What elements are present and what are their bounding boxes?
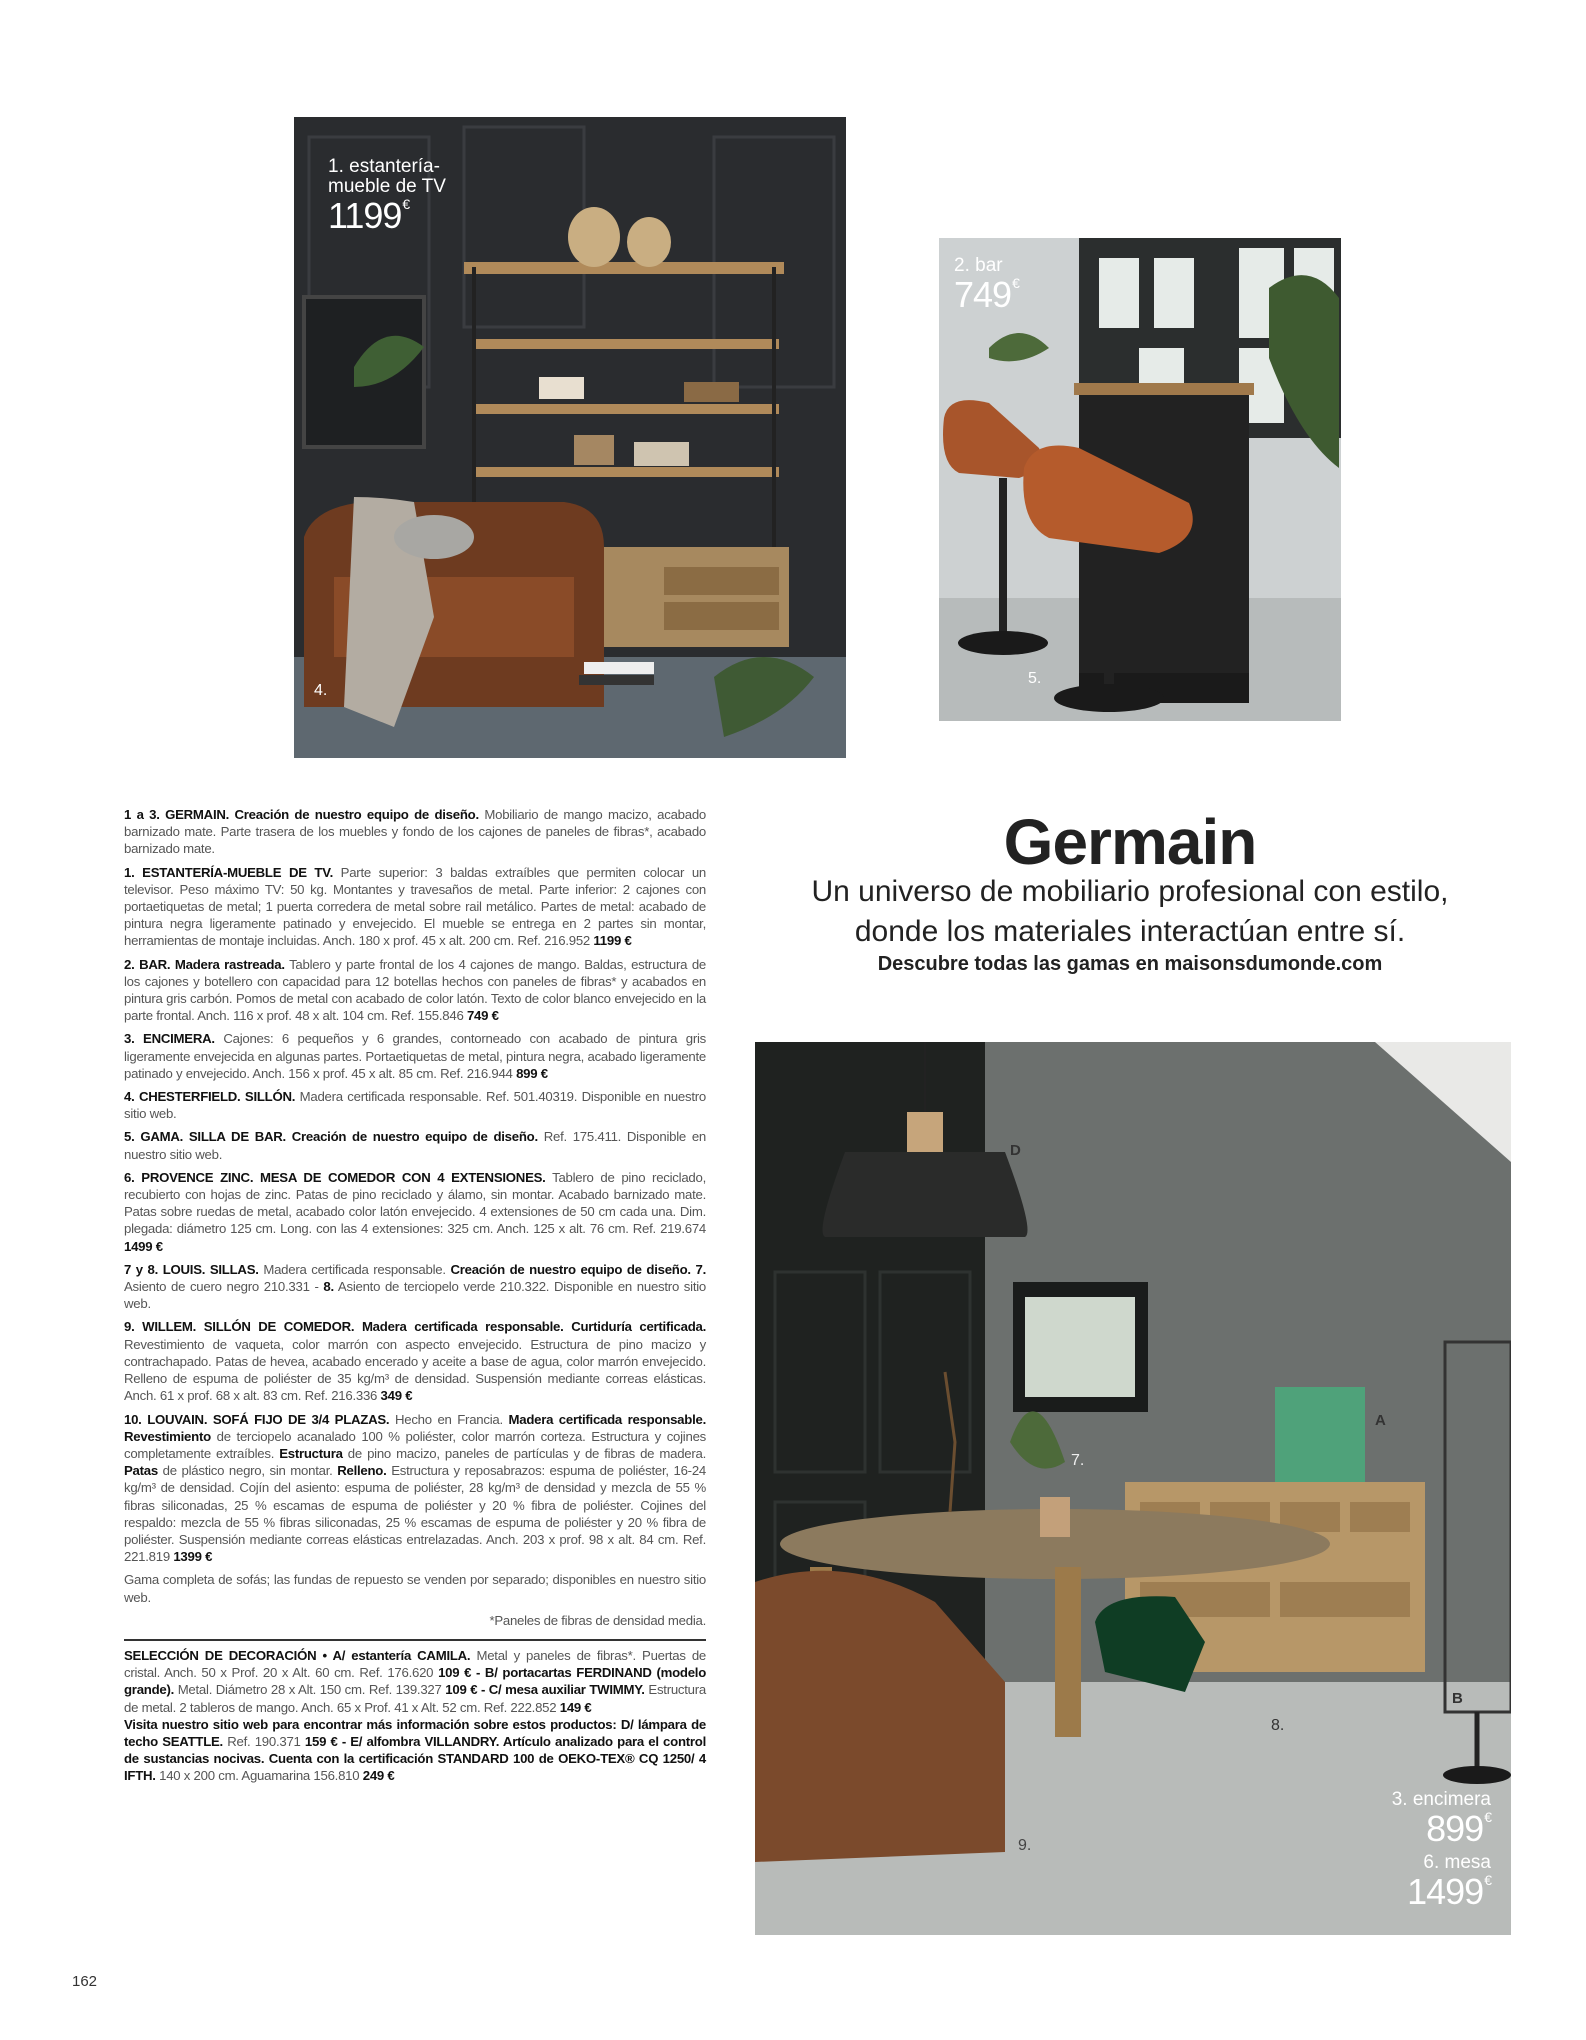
photo3-currency-1: € — [1484, 1808, 1491, 1825]
decoration-text-4: Ref. 190.371 — [222, 1733, 305, 1749]
paragraph-sofa-range: Gama completa de sofás; las fundas de repuesto se venden por separado; disponibles en nuestro sitio web. — [124, 1572, 706, 1605]
photo3-caption-name-2: 6. mesa — [1423, 1852, 1491, 1873]
page-number: 162 — [72, 1973, 98, 1990]
item-7-heading: 7 y 8. LOUIS. SILLAS. — [124, 1261, 259, 1277]
paragraph-item-10 — [124, 1411, 706, 1566]
photo3-price1-value: 899 — [1426, 1807, 1484, 1849]
decoration-label-a: A — [1375, 1412, 1386, 1429]
photo3-price2-value: 1499 — [1407, 1870, 1484, 1912]
photo3-item-number-8: 8. — [1271, 1717, 1285, 1734]
decoration-text-1: Metal y paneles de fibras*. Puertas de cristal. Anch. 50 x Prof. 20 x Alt. 60 cm. Ref. 176.620 — [124, 1647, 707, 1681]
item-4-text: Madera certificada responsable. Ref. 501.40319. Disponible en nuestro sitio web. — [124, 1089, 706, 1122]
item-7-text-a: Madera certificada responsable. — [258, 1261, 451, 1277]
hero-title: Germain — [1003, 806, 1257, 878]
item-10-text-c: de pino macizo, paneles de partículas y de fibras de madera. — [342, 1445, 706, 1461]
decoration-price-3: 149 € — [559, 1699, 592, 1715]
photo3-caption-table — [1407, 1853, 1491, 1911]
item-10-text-e: Estructura y reposabrazos: espuma de poliéster, 16-24 kg/m³ de densidad. Cojín del asiento: espuma de poliéster, 28 kg/m³ de densidad y mezcla de 55 % fibras siliconadas, 25 % escamas de espuma de poliéster y 20 % fibra de poliéster. Cojines del respaldo: mezcla de 55 % fibras siliconadas, 25 % escamas de espuma de poliéster y 20 % fibra de poliéster. Suspensión mediante correas elásticas entrelazadas. Anch. 203 x prof. 98 x alt. 84 cm. Ref. 221.819 — [124, 1463, 706, 1565]
decoration-price-2: 109 € - C/ mesa auxiliar TWIMMY. — [445, 1682, 645, 1698]
paragraph-germain — [124, 806, 706, 858]
decoration-text-3: Estructura de metal. 2 tableros de mango. Anch. 65 x Prof. 41 x Alt. 52 cm. Ref. 222.852 — [124, 1682, 706, 1715]
photo1-caption — [328, 157, 498, 235]
photo-tv-shelving-living-room — [294, 117, 846, 758]
product-description-column — [124, 806, 706, 1791]
item-10-text-a: Hecho en Francia. — [389, 1411, 509, 1427]
item-1-text: Parte superior: 3 baldas extraíbles que permiten colocar un televisor. Peso máximo TV: 50 kg. Montantes y travesaños de metal. Parte inferior: 2 cajones con portaetiquetas de metal; 1 puerta corredera de metal sobre rail metálico. Partes de metal: acabado de pintura negra ligeramente patinado y envejecido. El mueble se entrega en 2 partes sin montar, herramientas de montaje incluidas. Anch. 180 x prof. 45 x alt. 200 cm. Ref. 216.952 — [124, 864, 706, 949]
photo2-item-number: 5. — [1028, 670, 1042, 687]
paragraph-item-1 — [124, 864, 706, 950]
photo2-currency: € — [1012, 274, 1019, 291]
item-7-heading-2: Creación de nuestro equipo de diseño. 7. — [450, 1261, 706, 1277]
item-3-text: Cajones: 6 pequeños y 6 grandes, contorneado con acabado de pintura gris ligeramente envejecida en algunas partes. Portaetiquetas de metal, pintura negra, acabado ligeramente patinado y envejecido. Anch. 156 x prof. 45 x alt. 85 cm. Ref. 216.944 — [124, 1031, 706, 1081]
decoration-price-5: 249 € — [362, 1768, 395, 1784]
germain-text: Mobiliario de mango macizo, acabado barnizado mate. Parte trasera de los muebles y fondo de los cajones de paneles de fibras*, acabado barnizado mate. — [124, 807, 706, 857]
photo2-caption-price — [954, 273, 1019, 315]
photo3-caption-price-2 — [1407, 1870, 1491, 1912]
item-10-heading: 10. LOUVAIN. SOFÁ FIJO DE 3/4 PLAZAS. — [124, 1411, 390, 1427]
photo1-caption-name: 1. estantería-mueble de TV — [328, 156, 446, 197]
photo2-price-value: 749 — [954, 273, 1012, 315]
paragraph-item-7-8 — [124, 1261, 706, 1313]
photo1-price-value: 1199 — [328, 194, 402, 236]
decoration-label-b: B — [1452, 1690, 1463, 1707]
photo2-caption — [954, 256, 1019, 314]
photo3-item-number-9: 9. — [1018, 1837, 1032, 1854]
item-6-heading: 6. PROVENCE ZINC. MESA DE COMEDOR CON 4 EXTENSIONES. — [124, 1169, 546, 1185]
item-8-heading: 8. — [323, 1279, 334, 1295]
paragraph-item-4 — [124, 1088, 706, 1122]
photo1-caption-price — [328, 194, 498, 236]
decoration-heading: SELECCIÓN DE DECORACIÓN • A/ estantería CAMILA. — [124, 1647, 471, 1663]
item-7-text-b: Asiento de cuero negro 210.331 - — [124, 1279, 324, 1295]
item-9-text: Revestimiento de vaqueta, color marrón con aspecto envejecido. Estructura de pino macizo y contrachapado. Patas de hevea, acabado encerado y aceite a base de agua, color marrón envejecido. Relleno de espuma de poliéster de 35 kg/m³ de densidad. Suspensión mediante correas elásticas. Anch. 61 x prof. 68 x alt. 83 cm. Ref. 216.336 — [124, 1336, 706, 1404]
decoration-price-1: 109 € - B/ portacartas FERDINAND (modelo grande). — [124, 1665, 706, 1698]
item-6-price: 1499 € — [124, 1238, 163, 1254]
item-2-text: Tablero y parte frontal de los 4 cajones de mango. Baldas, estructura de los cajones y botellero con capacidad para 12 botellas hechos con paneles de fibras* y acabados en pintura gris carbón. Pomos de metal con acabado de color latón. Texto de color blanco envejecido en la parte frontal. Anch. 116 x prof. 48 x alt. 104 cm. Ref. 155.846 — [124, 956, 706, 1024]
paragraph-item-2 — [124, 956, 706, 1025]
item-2-heading: 2. BAR. Madera rastreada. — [124, 956, 285, 972]
item-9-heading: 9. WILLEM. SILLÓN DE COMEDOR. Madera certificada responsable. Curtiduría certificada. — [124, 1319, 706, 1335]
photo1-item-number: 4. — [314, 682, 328, 699]
paragraph-decoration — [124, 1647, 706, 1785]
section-divider — [124, 1639, 706, 1641]
decoration-price-4: 159 € - E/ alfombra VILLANDRY. Artículo analizado para el control de sustancias nocivas. Cuenta con la certificación STANDARD 100 de OEKO-TEX® CQ 1250/ 4 IFTH. — [124, 1733, 706, 1784]
item-10-heading-4: Patas — [124, 1463, 158, 1479]
item-5-heading: 5. GAMA. SILLA DE BAR. Creación de nuestro equipo de diseño. — [124, 1129, 538, 1145]
item-5-text: Ref. 175.411. Disponible en nuestro sitio web. — [124, 1129, 706, 1162]
hero-website-link[interactable]: Descubre todas las gamas en maisonsdumonde.com — [877, 953, 1383, 975]
item-10-heading-3: Estructura — [279, 1445, 343, 1461]
hero-subtitle-line2: donde los materiales interactúan entre sí. — [854, 915, 1406, 948]
paragraph-item-3 — [124, 1030, 706, 1082]
item-4-heading: 4. CHESTERFIELD. SILLÓN. — [124, 1089, 296, 1105]
photo3-currency-2: € — [1484, 1871, 1491, 1888]
photo-dining-room — [755, 1042, 1511, 1935]
photo3-caption-price-1 — [1392, 1807, 1491, 1849]
item-6-text: Tablero de pino reciclado, recubierto con hojas de zinc. Patas de pino reciclado y álamo, sin montar. Acabado barnizado mate. Patas sobre ruedas de metal, acabado color latón envejecido. 4 extensiones de 50 cm cada una. Dim. plegada: diámetro 125 cm. Long. con las 4 extensiones: 325 cm. Anch. 125 x alt. 76 cm. Ref. 219.674 — [124, 1169, 706, 1237]
item-10-price: 1399 € — [173, 1549, 213, 1565]
item-10-text-d: de plástico negro, sin montar. — [157, 1463, 338, 1479]
item-1-heading: 1. ESTANTERÍA-MUEBLE DE TV. — [124, 864, 333, 880]
paragraph-item-6 — [124, 1169, 706, 1255]
hero-subtitle-line1: Un universo de mobiliario profesional con estilo, — [811, 875, 1449, 908]
footnote: *Paneles de fibras de densidad media. — [489, 1612, 706, 1628]
photo3-caption-counter — [1392, 1790, 1491, 1848]
photo-bar — [939, 238, 1341, 721]
item-2-price: 749 € — [466, 1008, 499, 1024]
decoration-label-d: D — [1010, 1142, 1021, 1159]
paragraph-item-9 — [124, 1318, 706, 1404]
item-9-price: 349 € — [380, 1388, 413, 1404]
photo2-caption-name: 2. bar — [954, 255, 1003, 276]
photo1-currency: € — [402, 195, 410, 212]
item-1-price: 1199 € — [593, 933, 632, 949]
decoration-text-2: Metal. Diámetro 28 x Alt. 150 cm. Ref. 139.327 — [174, 1682, 446, 1698]
hero-subtitle — [760, 872, 1500, 952]
item-3-heading: 3. ENCIMERA. — [124, 1031, 215, 1047]
item-3-price: 899 € — [516, 1065, 548, 1081]
item-8-text: Asiento de terciopelo verde 210.322. Disponible en nuestro sitio web. — [124, 1279, 707, 1312]
paragraph-item-5 — [124, 1128, 706, 1162]
photo3-item-number-7: 7. — [1071, 1452, 1085, 1469]
photo3-caption-name-1: 3. encimera — [1391, 1789, 1491, 1810]
decoration-visit: Visita nuestro sitio web para encontrar más información sobre estos productos: D/ lámpara de techo SEATTLE. — [124, 1716, 706, 1749]
item-10-heading-5: Relleno. — [337, 1463, 387, 1479]
item-10-heading-2: Madera certificada responsable. Revestimiento — [124, 1411, 706, 1444]
germain-heading: 1 a 3. GERMAIN. Creación de nuestro equipo de diseño. — [124, 807, 479, 822]
decoration-text-5: 140 x 200 cm. Aguamarina 156.810 — [155, 1768, 363, 1784]
item-10-text-b: de terciopelo acanalado 100 % poliéster, color marrón corteza. Estructura y cojines completamente extraíbles. — [124, 1428, 706, 1461]
